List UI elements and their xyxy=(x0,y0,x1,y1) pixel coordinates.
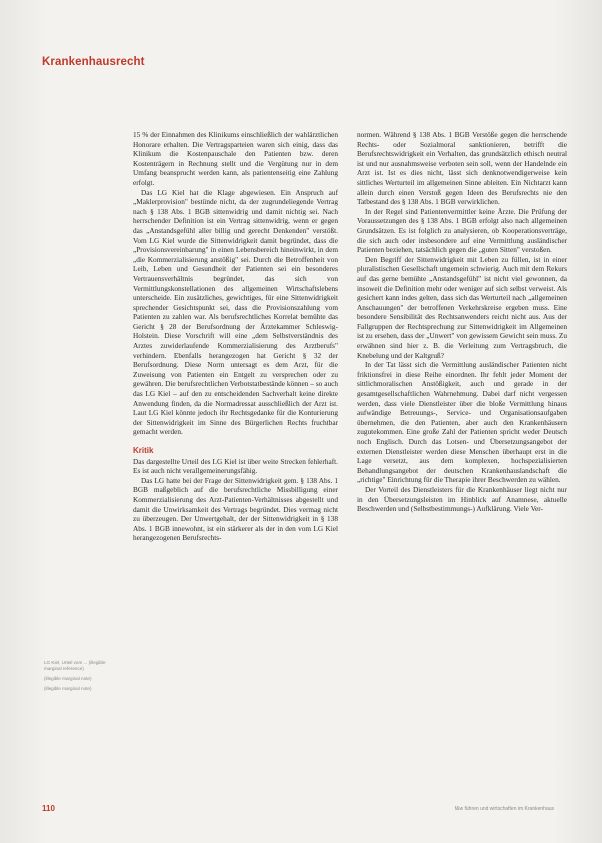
paragraph: In der Regel sind Patientenvermittler keine Ärzte. Die Prüfung der Voraussetzungen des § 138 Abs. 1 BGB erfolgt also nach allgemeinen Grundsätzen. Es ist folglich zu analysieren, ob Kooperationsverträge, die sich auch oder insbesondere auf eine Vermittlung ausländischer Patienten beziehen, tatsächlich gegen die „guten Sitten" verstoßen. xyxy=(357,206,567,255)
subheading-kritik: Kritik xyxy=(133,446,154,455)
paragraph: Das dargestellte Urteil des LG Kiel ist über weite Strecken fehlerhaft. Es ist auch nicht verallgemeinerungsfähig. xyxy=(133,456,338,476)
paragraph: Das LG hatte bei der Frage der Sittenwidrigkeit gem. § 138 Abs. 1 BGB maßgeblich auf die berufsrechtliche Missbilligung einer Kommerzialisierung des Arzt-Patienten-Verhältnisses abgestellt und damit die Unwirksamkeit des Vertrags begründet. Dies vermag nicht zu überzeugen. Der Unwertgehalt, der der Sittenwidrigkeit in § 138 Abs. 1 BGB innewohnt, ist ein stärkerer als der in den vom LG Kiel herangezogenen Berufsrechts- xyxy=(133,475,338,543)
page-number: 110 xyxy=(42,804,55,813)
paragraph: Den Begriff der Sittenwidrigkeit mit Leben zu füllen, ist in einer pluralistischen Gesellschaft ungemein schwierig. Auch mit dem Rekurs auf das gerne bemühte „Anstandsgefühl" ist nicht viel gewonnen, da insoweit die Definition mehr oder weniger auf sich selbst verweist. Als gesichert kann indes gelten, dass sich das Werturteil nach „allgemeinen Anschauungen" der betroffenen Verkehrskreise ergeben muss. Eine besondere Sensibilität des Rechtsanwenders reicht nicht aus. Aus der Fallgruppen der Rechtsprechung zur Sittenwidrigkeit im Allgemeinen ist zu ersehen, dass der „Unwert" von gewissem Gewicht sein muss. Zu erwähnen sind hier z. B. die Verleitung zum Vertragsbruch, die Knebelung und der Kaltgruß? xyxy=(357,254,567,360)
right-text-column xyxy=(357,130,567,810)
section-title: Krankenhausrecht xyxy=(42,56,145,68)
margin-note: (illegible marginal note) xyxy=(44,686,92,691)
margin-note: (illegible marginal note) xyxy=(44,676,92,681)
margin-note: LG Kiel, Urteil vom ... (illegible marginal reference) xyxy=(44,660,106,671)
journal-name: f&w führen und wirtschaften im Krankenhaus xyxy=(454,806,554,812)
paragraph: normen. Während § 138 Abs. 1 BGB Verstöße gegen die herrschende Rechts- oder Sozialmoral sanktionieren, betrifft die Berufsrechtswidrigkeit ein Verhalten, das grundsätzlich ethisch neutral ist und nur ausnahmsweise verboten sein soll, wenn der Handelnde ein Arzt ist. Ist es dies nicht, lässt sich denknotwendigerweise kein sittliches Werturteil im allgemeinen Sinne ableiten. Ein Nichtarzt kann allein durch einen Verstoß gegen Ideen des Berufsrechts nie den Tatbestand des § 138 Abs. 1 BGB verwirklichen. xyxy=(357,130,567,207)
margin-notes xyxy=(44,660,122,696)
paragraph: 15 % der Einnahmen des Klinikums einschließlich der wahlärztlichen Honorare erhalten. Die Vertragsparteien waren sich einig, dass das Klinikum die Kostenpauschale den Patienten bzw. deren Kostenträgern in Rechnung stellt und die Vergütung nur in dem Umfang beansprucht werden kann, als patientenseitig eine Zahlung erfolgt. xyxy=(133,130,338,187)
paragraph: In der Tat lässt sich die Vermittlung ausländischer Patienten nicht friktionsfrei in diese Reihe einordnen. Ihr fehlt jeder Moment der sittlichmoralischen Anstößigkeit, auch und gerade in der gesamtgesellschaftlichen Wahrnehmung. Dabei darf nicht vergessen werden, dass viele Dienstleister über die bloße Vermittlung hinaus aufwändige Betreuungs-, Service- und Organisationsaufgaben übernehmen, die den Patienten, aber auch den Krankenhäusern zugutekommen. Eine große Zahl der Patienten spricht weder Deutsch noch Englisch. Durch das Lotsen- und Übersetzungsangebot der externen Dienstleister werden diese Menschen überhaupt erst in die Lage versetzt, aus dem komplexen, hochspezialisierten Behandlungsangebot der deutschen Krankenhauslandschaft die „richtige" Einrichtung für die Therapie ihrer Beschwerden zu wählen. xyxy=(357,360,567,485)
paragraph: Der Vorteil des Dienstleisters für die Krankenhäuser liegt nicht nur in den Übersetzungsleisten im Hinblick auf Anamnese, aktuelle Beschwerden und (Selbstbestimmungs-) Aufklärung. Viele Ver- xyxy=(357,484,567,514)
paragraph: Das LG Kiel hat die Klage abgewiesen. Ein Anspruch auf „Maklerprovision" bestünde nicht, da der zugrundeliegende Vertrag nach § 138 Abs. 1 BGB sittenwidrig und damit nichtig sei. Nach herrschender Definition ist ein Vertrag sittenwidrig, wenn er gegen das „Anstandsgefühl aller billig und gerecht Denkenden" verstößt. Vom LG Kiel wurde die Sittenwidrigkeit damit begründet, dass die „Provisionsvereinbarung" in einen Lebensbereich hineinwirkt, in dem „die Kommerzialisierung anstößig" sei. Durch die Betroffenheit von Leib, Leben und Gesundheit der Patienten sei ein besonderes Vertrauensverhältnis begründet, das sich von Vermittlungskonstellationen des allgemeinen Wirtschaftslebens unterscheide. Ein zusätzliches, gewichtiges, für eine Sittenwidrigkeit sprechender Gesichtspunkt sei, dass die Provisionszahlung vom Patienten zu zahlen war. Als berufsrechtliches Korrelat bemühte das Gericht § 28 der Berufsordnung der Ärztekammer Schleswig-Holstein. Diese Vorschrift will eine „dem Selbstverständnis des Arztes zuwiderlaufende Kommerzialisierung des Arztberufs" verhindern. Ebenfalls herangezogen hat Gericht § 32 der Berufsordnung. Diese Norm untersagt es dem Arzt, für die Zuweisung von Patienten ein Entgelt zu versprechen oder zu gewähren. Die berufsrechtlichen Verbotstatbestände können – so auch das LG Kiel – auf den zu entscheidenden Sachverhalt keine direkte Anwendung finden, da die Normadressat ausschließlich der Arzt ist. Laut LG Kiel könnte jedoch ihr Rechtsgedanke für die Konturierung der Sittenwidrigkeit im Sinne des Bürgerlichen Rechts fruchtbar gemacht werden. xyxy=(133,187,338,437)
left-text-column xyxy=(133,130,338,834)
